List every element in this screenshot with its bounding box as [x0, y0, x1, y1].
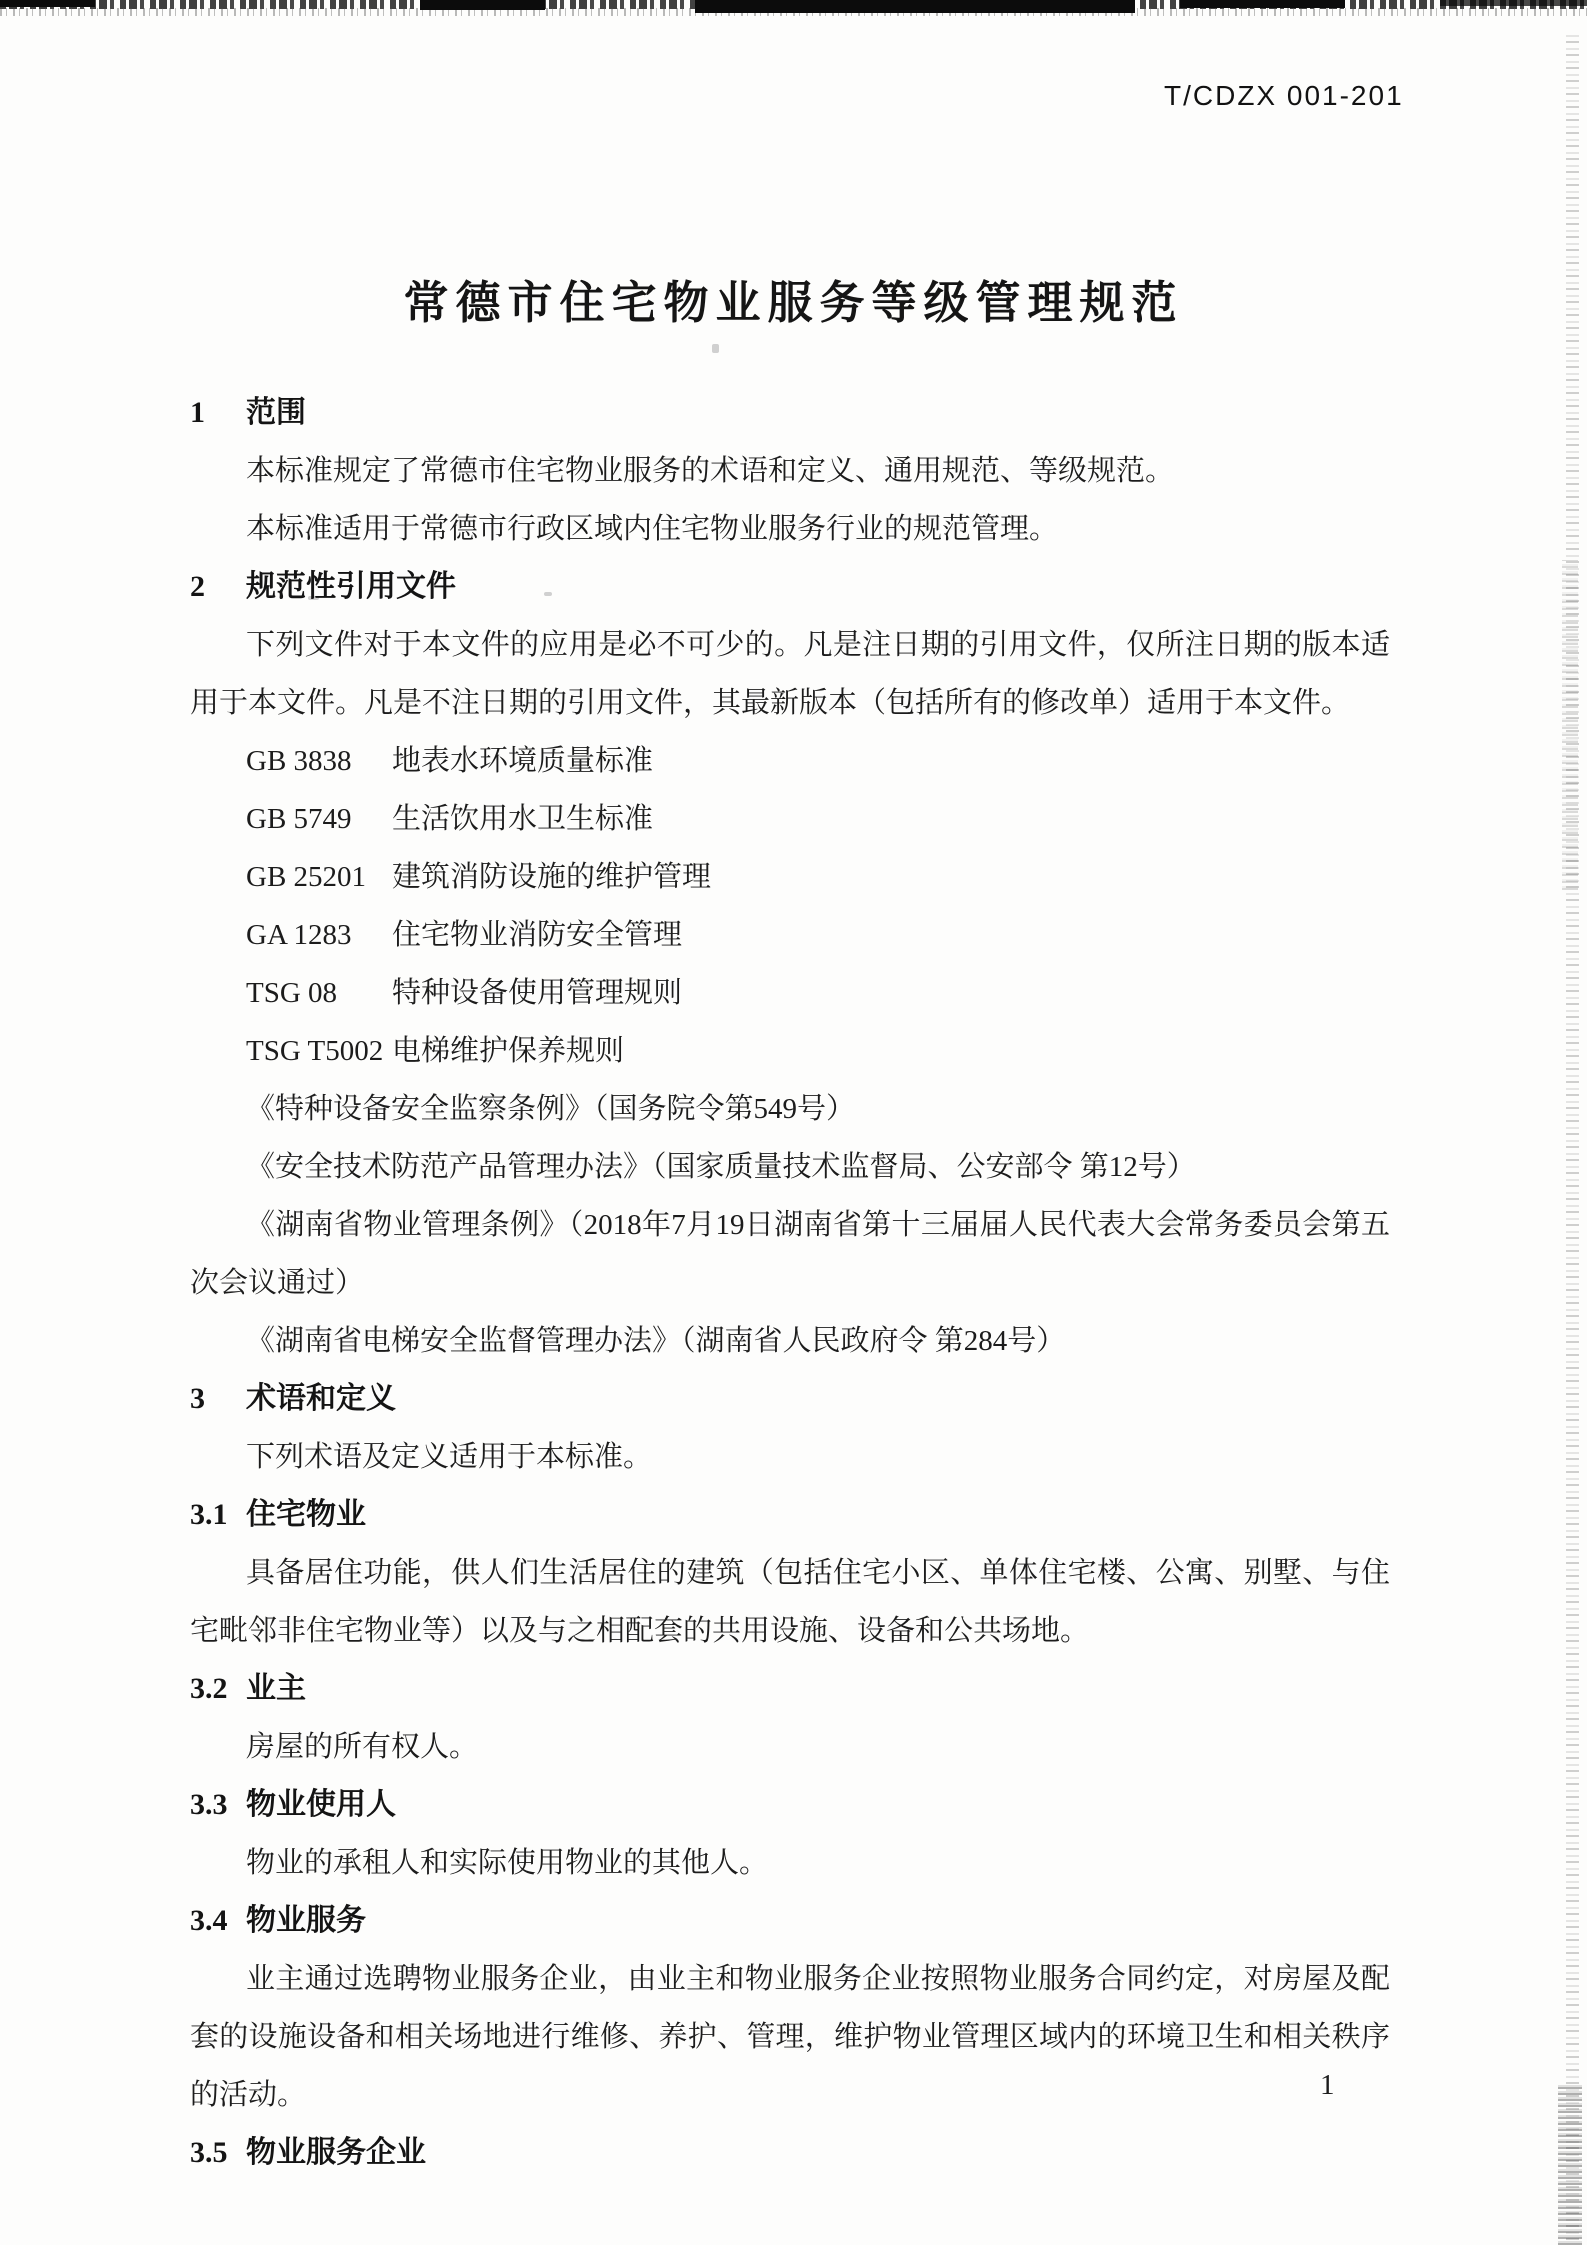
normative-reference-item: [190, 964, 1390, 1022]
scan-noise-right-patch: [1562, 560, 1578, 890]
scan-noise-segment: [0, 0, 95, 7]
reference-code: GA 1283: [246, 919, 352, 951]
clause-number: 3.4: [190, 1904, 228, 1937]
reference-code: TSG T5002: [246, 1035, 384, 1067]
reference-title: 住宅物业消防安全管理: [392, 919, 683, 951]
reference-title: 特种设备使用管理规则: [392, 977, 683, 1009]
paragraph: 房屋的所有权人。: [246, 1731, 479, 1763]
paragraph: 本标准规定了常德市住宅物业服务的术语和定义、通用规范、等级规范。: [246, 455, 1175, 487]
term-heading: [190, 2124, 1390, 2182]
clause-title: 物业使用人: [246, 1788, 396, 1821]
clause-heading: [190, 558, 1390, 616]
scan-noise-right-bottom-patch: [1558, 2085, 1582, 2245]
clause-title: 术语和定义: [246, 1382, 396, 1415]
scan-noise-segment: [1180, 0, 1345, 8]
cited-document: 《安全技术防范产品管理办法》（国家质量技术监督局、公安部令 第12号）: [246, 1151, 1196, 1183]
term-heading: [190, 1660, 1390, 1718]
normative-reference-item: [190, 1022, 1390, 1080]
normative-reference-item: [190, 848, 1390, 906]
clause-number: 2: [190, 570, 205, 603]
reference-title: 地表水环境质量标准: [392, 745, 654, 777]
standard-code-header: T/CDZX 001-201: [1164, 80, 1404, 111]
clause-number: 3: [190, 1382, 205, 1415]
document-content: [190, 384, 1390, 2182]
reference-code: GB 5749: [246, 803, 352, 835]
clause-number: 1: [190, 396, 205, 429]
paragraph: 下列术语及定义适用于本标准。: [246, 1441, 653, 1473]
reference-code: GB 25201: [246, 861, 367, 893]
term-heading: [190, 1892, 1390, 1950]
paragraph: 具备居住功能，供人们生活居住的建筑（包括住宅小区、单体住宅楼、公寓、别墅、与住宅毗邻非住宅物业等）以及与之相配套的共用设施、设备和公共场地。: [190, 1557, 1390, 1647]
scan-speck: [712, 344, 719, 353]
clause-heading: [190, 1370, 1390, 1428]
normative-reference-item: [190, 790, 1390, 848]
cited-document: 《湖南省电梯安全监督管理办法》（湖南省人民政府令 第284号）: [246, 1325, 1066, 1357]
normative-reference-item: [190, 732, 1390, 790]
clause-number: 3.2: [190, 1672, 228, 1705]
paragraph: 下列文件对于本文件的应用是必不可少的。凡是注日期的引用文件，仅所注日期的版本适用于本文件。凡是不注日期的引用文件，其最新版本（包括所有的修改单）适用于本文件。: [190, 629, 1390, 719]
cited-document: 《特种设备安全监察条例》（国务院令第549号）: [246, 1093, 856, 1125]
term-heading: [190, 1776, 1390, 1834]
clause-number: 3.3: [190, 1788, 228, 1821]
reference-title: 电梯维护保养规则: [392, 1035, 625, 1067]
page-number: 1: [1320, 2069, 1335, 2101]
clause-title: 物业服务: [246, 1904, 366, 1937]
reference-title: 生活饮用水卫生标准: [392, 803, 654, 835]
clause-title: 住宅物业: [246, 1498, 366, 1531]
reference-title: 建筑消防设施的维护管理: [392, 861, 712, 893]
scan-noise-segment: [420, 0, 545, 10]
normative-reference-item: [190, 906, 1390, 964]
clause-heading: [190, 384, 1390, 442]
paragraph: 本标准适用于常德市行政区域内住宅物业服务行业的规范管理。: [246, 513, 1059, 545]
paragraph: 物业的承租人和实际使用物业的其他人。: [246, 1847, 769, 1879]
clause-title: 规范性引用文件: [246, 570, 456, 603]
clause-title: 范围: [246, 396, 306, 429]
scan-noise-top-edge: [0, 0, 1587, 28]
reference-code: GB 3838: [246, 745, 352, 777]
document-title: 常德市住宅物业服务等级管理规范: [403, 277, 1184, 328]
clause-number: 3.1: [190, 1498, 228, 1531]
term-heading: [190, 1486, 1390, 1544]
scan-noise-right-edge: [1566, 30, 1579, 2240]
cited-document: 《湖南省物业管理条例》（2018年7月19日湖南省第十三届届人民代表大会常务委员会第五次会议通过）: [190, 1209, 1390, 1299]
reference-code: TSG 08: [246, 977, 338, 1009]
paragraph: 业主通过选聘物业服务企业，由业主和物业服务企业按照物业服务合同约定，对房屋及配套的设施设备和相关场地进行维修、养护、管理，维护物业管理区域内的环境卫生和相关秩序的活动。: [190, 1963, 1390, 2111]
scan-noise-segment: [695, 0, 1135, 13]
clause-number: 3.5: [190, 2136, 228, 2169]
scan-noise-segment: [1440, 0, 1587, 6]
clause-title: 业主: [246, 1672, 306, 1705]
clause-title: 物业服务企业: [246, 2136, 426, 2169]
